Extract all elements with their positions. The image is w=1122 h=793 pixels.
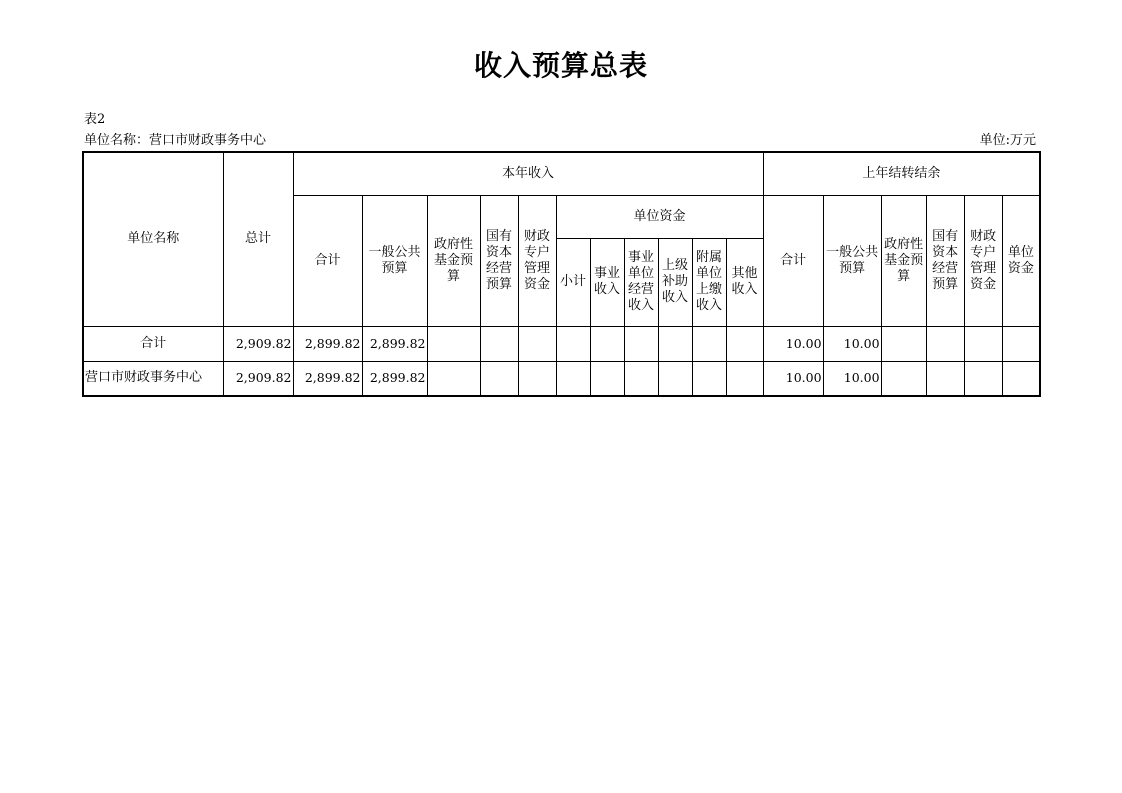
row-co-total: 10.00 [763, 326, 823, 361]
row-cy-special-account-fund [518, 326, 556, 361]
row-co-special-account-fund [964, 361, 1002, 396]
row-uf-operating-income [624, 361, 658, 396]
header-co-general-budget: 一般公共预算 [823, 195, 881, 326]
row-uf-other-income [726, 361, 763, 396]
header-cy-gov-fund-budget: 政府性基金预算 [427, 195, 480, 326]
row-uf-business-income [590, 361, 624, 396]
row-unit-name: 合计 [83, 326, 223, 361]
header-cy-general-budget: 一般公共预算 [362, 195, 427, 326]
row-co-general-budget: 10.00 [823, 361, 881, 396]
row-uf-affiliated-income [692, 361, 726, 396]
row-uf-other-income [726, 326, 763, 361]
header-unit-name: 单位名称 [83, 152, 223, 326]
row-cy-special-account-fund [518, 361, 556, 396]
table-row [83, 361, 1040, 396]
row-co-gov-fund-budget [881, 361, 926, 396]
row-unit-name: 营口市财政事务中心 [83, 361, 223, 396]
row-uf-business-income [590, 326, 624, 361]
currency-unit: 单位:万元 [979, 133, 1036, 148]
row-cy-gov-fund-budget [427, 361, 480, 396]
header-uf-subsidy-income: 上级补助收入 [658, 238, 692, 326]
row-co-unit-funds [1002, 326, 1040, 361]
header-cy-state-capital-budget: 国有资本经营预算 [480, 195, 518, 326]
row-cy-state-capital-budget [480, 326, 518, 361]
page-title: 收入预算总表 [473, 49, 648, 82]
row-cy-general-budget: 2,899.82 [362, 361, 427, 396]
header-co-unit-funds: 单位资金 [1002, 195, 1040, 326]
header-current-year-income: 本年收入 [293, 152, 763, 195]
row-uf-subtotal [556, 326, 590, 361]
header-uf-operating-income: 事业单位经营收入 [624, 238, 658, 326]
table-row [83, 326, 1040, 361]
row-total: 2,909.82 [223, 326, 293, 361]
header-cy-total: 合计 [293, 195, 362, 326]
row-co-total: 10.00 [763, 361, 823, 396]
row-cy-total: 2,899.82 [293, 361, 362, 396]
row-uf-operating-income [624, 326, 658, 361]
header-cy-special-account-fund: 财政专户管理资金 [518, 195, 556, 326]
row-co-general-budget: 10.00 [823, 326, 881, 361]
row-uf-subsidy-income [658, 361, 692, 396]
row-co-state-capital-budget [926, 326, 964, 361]
header-carryover: 上年结转结余 [763, 152, 1040, 195]
row-uf-subtotal [556, 361, 590, 396]
row-uf-subsidy-income [658, 326, 692, 361]
row-co-state-capital-budget [926, 361, 964, 396]
row-co-gov-fund-budget [881, 326, 926, 361]
table-number: 表2 [84, 112, 106, 127]
row-cy-total: 2,899.82 [293, 326, 362, 361]
header-cy-unit-funds: 单位资金 [556, 195, 763, 238]
income-budget-table [82, 151, 1041, 397]
header-row-1 [83, 152, 1040, 195]
header-co-total: 合计 [763, 195, 823, 326]
row-co-special-account-fund [964, 326, 1002, 361]
row-total: 2,909.82 [223, 361, 293, 396]
header-uf-affiliated-income: 附属单位上缴收入 [692, 238, 726, 326]
row-cy-general-budget: 2,899.82 [362, 326, 427, 361]
row-uf-affiliated-income [692, 326, 726, 361]
header-co-special-account-fund: 财政专户管理资金 [964, 195, 1002, 326]
header-uf-other-income: 其他收入 [726, 238, 763, 326]
header-co-gov-fund-budget: 政府性基金预算 [881, 195, 926, 326]
row-co-unit-funds [1002, 361, 1040, 396]
row-cy-state-capital-budget [480, 361, 518, 396]
header-uf-business-income: 事业收入 [590, 238, 624, 326]
row-cy-gov-fund-budget [427, 326, 480, 361]
header-uf-subtotal: 小计 [556, 238, 590, 326]
unit-name-line: 单位名称：营口市财政事务中心 [84, 133, 267, 148]
header-co-state-capital-budget: 国有资本经营预算 [926, 195, 964, 326]
header-total: 总计 [223, 152, 293, 326]
